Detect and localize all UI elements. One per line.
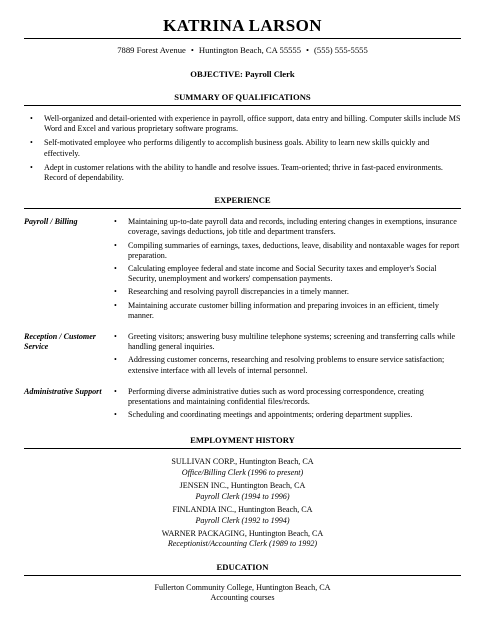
employer: SULLIVAN CORP., Huntington Beach, CA (171, 457, 314, 467)
experience-item: • Scheduling and coordinating meetings and appointments; ordering department supplies. (114, 410, 413, 420)
summary-section-title: SUMMARY OF QUALIFICATIONS (24, 92, 461, 106)
experience-list (106, 332, 461, 379)
bullet-icon: • (114, 355, 117, 365)
objective: OBJECTIVE: Payroll Clerk (190, 69, 295, 79)
education-entry (24, 583, 461, 604)
city-state-zip: Huntington Beach, CA 55555 (198, 45, 302, 55)
summary-item: • Adept in customer relations with the ability to handle and resolve issues. Team-oriented; thrive in fast-paced environments. Record of dependability. (30, 162, 443, 183)
education-section-title: EDUCATION (24, 562, 461, 576)
job-role: Payroll Clerk (1992 to 1994) (195, 515, 290, 525)
experience-area-title: Reception / Customer Service (24, 332, 96, 352)
experience-item: • Greeting visitors; answering busy multiline telephone systems; screening and transferring calls while handling general inquiries. (114, 332, 456, 352)
experience-list (106, 217, 461, 324)
experience-item: • Researching and resolving payroll discrepancies in a timely manner. (114, 287, 349, 297)
bullet-icon: • (30, 162, 33, 172)
employer: JENSEN INC., Huntington Beach, CA (179, 481, 306, 491)
bullet-icon: • (114, 287, 117, 297)
experience-item: • Performing diverse administrative duties such as word processing correspondence, creating presentations and maintaining confidential files/records. (114, 386, 424, 407)
job-role: Payroll Clerk (1994 to 1996) (195, 491, 290, 501)
employment-list (24, 457, 461, 549)
contact-separator: • (306, 45, 310, 55)
contact-line (24, 45, 461, 56)
experience-area-title: Administrative Support (24, 386, 102, 396)
bullet-icon: • (114, 240, 117, 250)
summary-item: • Self-motivated employee who performs diligently to accomplish business goals. Ability to learn new skills quickly and effectively. (30, 138, 430, 158)
job-role: Office/Billing Clerk (1996 to present) (181, 467, 304, 477)
contact-separator: • (190, 45, 194, 55)
resume-name: KATRINA LARSON (163, 16, 322, 35)
experience-item: • Maintaining up-to-date payroll data and records, including entering changes in exemptions, insurance coverage, savings deductions, job title and department transfers. (114, 217, 457, 237)
summary-list (24, 114, 461, 183)
employment-section-title: EMPLOYMENT HISTORY (24, 435, 461, 449)
address: 7889 Forest Avenue (117, 45, 186, 55)
employment-entry (24, 529, 461, 550)
experience-area-title: Payroll / Billing (24, 217, 78, 227)
job-role: Receptionist/Accounting Clerk (1989 to 1992) (167, 539, 318, 549)
experience-item: • Calculating employee federal and state income and Social Security taxes and employer's Social Security, unemployment and workers' compensation payments. (114, 264, 437, 284)
bullet-icon: • (30, 114, 33, 123)
experience-block-reception (24, 332, 461, 379)
experience-item: • Addressing customer concerns, researching and resolving problems to ensure service satisfaction; extensive interface with all levels of internal personnel. (114, 355, 445, 375)
bullet-icon: • (114, 386, 117, 396)
employment-entry (24, 457, 461, 478)
experience-item: • Compiling summaries of earnings, taxes, deductions, leave, disability and nontaxable wages for report preparation. (114, 240, 460, 260)
name-divider (24, 38, 461, 39)
employer: WARNER PACKAGING, Huntington Beach, CA (161, 528, 324, 538)
experience-block-payroll (24, 217, 461, 324)
experience-section-title: EXPERIENCE (24, 195, 461, 209)
bullet-icon: • (114, 410, 117, 420)
employment-entry (24, 505, 461, 526)
phone-number: (555) 555-5555 (314, 45, 368, 55)
bullet-icon: • (114, 300, 117, 310)
experience-list (106, 387, 461, 424)
school: Fullerton Community College, Huntington Beach, CA (154, 582, 331, 592)
summary-item: • Well-organized and detail-oriented with experience in payroll, office support, data entry and billing. Computer skills include MS Word and Excel and various proprietary software programs. (30, 114, 461, 134)
bullet-icon: • (114, 264, 117, 274)
bullet-icon: • (30, 138, 33, 148)
education-detail: Accounting courses (210, 593, 275, 603)
experience-item: • Maintaining accurate customer billing information and preparing invoices in an efficient, timely manner. (114, 300, 439, 320)
bullet-icon: • (114, 332, 117, 342)
employment-entry (24, 481, 461, 502)
employer: FINLANDIA INC., Huntington Beach, CA (172, 505, 313, 515)
bullet-icon: • (114, 217, 117, 227)
experience-block-admin (24, 387, 461, 424)
